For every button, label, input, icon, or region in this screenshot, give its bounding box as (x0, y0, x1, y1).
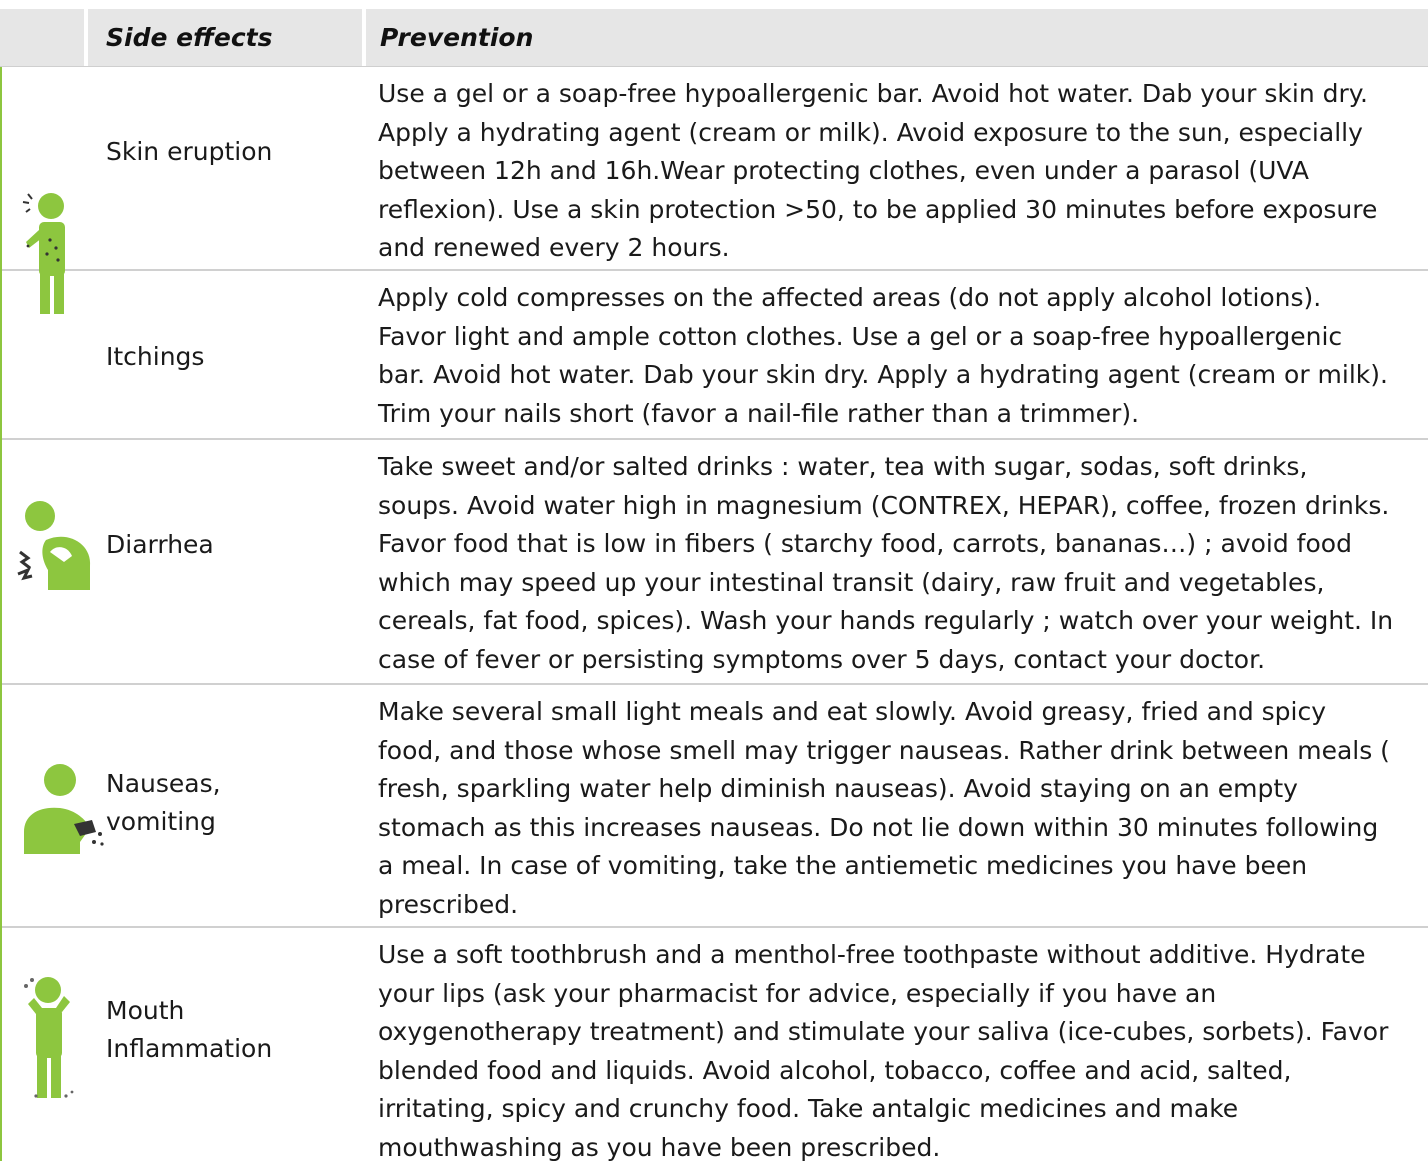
prevention-line: bar. Avoid hot water. Dab your skin dry. Apply a hydrating agent (cream or milk). (378, 360, 1388, 390)
prevention-line: Apply a hydrating agent (cream or milk). Avoid exposure to the sun, especially (378, 117, 1363, 147)
table-row (2, 440, 1428, 685)
side-effect-name-line: Mouth (106, 996, 185, 1025)
prevention-line: Make several small light meals and eat slowly. Avoid greasy, fried and spicy (378, 697, 1327, 726)
mouth-pain-person-icon (22, 974, 78, 1102)
prevention-text (378, 936, 1424, 1168)
prevention-line: reflexion). Use a skin protection >50, to be applied 30 minutes before exposure (378, 194, 1378, 224)
header-divider (362, 9, 366, 66)
side-effect-name (106, 992, 272, 1068)
person-scratching-icon (20, 188, 82, 316)
prevention-line: cereals, fat food, spices). Wash your hands regularly ; watch over your weight. In (378, 606, 1394, 636)
prevention-line: a meal. In case of vomiting, take the antiemetic medicines you have been (378, 851, 1308, 881)
prevention-line: Take sweet and/or salted drinks : water, tea with sugar, sodas, soft drinks, (378, 452, 1308, 481)
prevention-line: Use a gel or a soap-free hypoallergenic bar. Avoid hot water. Dab your skin dry. (378, 79, 1368, 108)
side-effect-name (106, 765, 221, 841)
prevention-text (378, 693, 1424, 925)
table-row (2, 271, 1428, 440)
prevention-line: irritating, spicy and crunchy food. Take antalgic medicines and make (378, 1094, 1239, 1124)
prevention-line: prescribed. (378, 889, 519, 919)
side-effect-name (106, 133, 272, 171)
stomach-pain-icon (16, 500, 96, 592)
prevention-line: Favor light and ample cotton clothes. Use a gel or a soap-free hypoallergenic (378, 321, 1343, 351)
side-effect-name (106, 338, 204, 376)
prevention-line: Use a soft toothbrush and a menthol-free toothpaste without additive. Hydrate (378, 940, 1366, 969)
side-effect-name-line: Nauseas, (106, 769, 221, 798)
side-effect-name-line: vomiting (106, 807, 216, 836)
prevention-line: blended food and liquids. Avoid alcohol, tobacco, coffee and acid, salted, (378, 1055, 1292, 1085)
prevention-line: food, and those whose smell may trigger nauseas. Rather drink between meals ( (378, 735, 1390, 765)
table-row (2, 928, 1428, 1161)
prevention-line: and renewed every 2 hours. (378, 233, 730, 263)
header-side-effects: Side effects (106, 23, 273, 52)
side-effect-name-line: Diarrhea (106, 530, 214, 559)
header-divider (84, 9, 88, 66)
prevention-line: Trim your nails short (favor a nail-file rather than a trimmer). (378, 398, 1140, 428)
prevention-line: oxygenotherapy treatment) and stimulate your saliva (ice-cubes, sorbets). Favor (378, 1017, 1389, 1047)
prevention-text (378, 75, 1424, 268)
prevention-line: Favor food that is low in fibers ( starchy food, carrots, bananas…) ; avoid food (378, 529, 1352, 559)
table-row (2, 67, 1428, 271)
prevention-line: case of fever or persisting symptoms over 5 days, contact your doctor. (378, 644, 1266, 674)
prevention-line: fresh, sparkling water help diminish nauseas). Avoid staying on an empty (378, 774, 1298, 804)
top-strip (0, 0, 1428, 9)
prevention-line: between 12h and 16h.Wear protecting clothes, even under a parasol (UVA (378, 156, 1310, 186)
prevention-text (378, 448, 1424, 680)
prevention-line: stomach as this increases nauseas. Do not lie down within 30 minutes following (378, 812, 1379, 842)
side-effect-name-line: Skin eruption (106, 137, 273, 166)
side-effect-name-line: Itchings (106, 342, 205, 371)
table-header (0, 9, 1428, 67)
prevention-line: which may speed up your intestinal transit (dairy, raw fruit and vegetables, (378, 567, 1325, 597)
table-row (2, 685, 1428, 928)
vomiting-person-icon (20, 762, 106, 856)
prevention-line: your lips (ask your pharmacist for advice, especially if you have an (378, 978, 1217, 1008)
prevention-line: mouthwashing as you have been prescribed. (378, 1132, 941, 1162)
side-effect-name-line: Inflammation (106, 1034, 273, 1063)
side-effect-name (106, 526, 214, 564)
prevention-line: soups. Avoid water high in magnesium (CONTREX, HEPAR), coffee, frozen drinks. (378, 490, 1390, 520)
prevention-text (378, 279, 1424, 433)
header-prevention: Prevention (380, 23, 534, 52)
prevention-line: Apply cold compresses on the affected areas (do not apply alcohol lotions). (378, 283, 1322, 312)
